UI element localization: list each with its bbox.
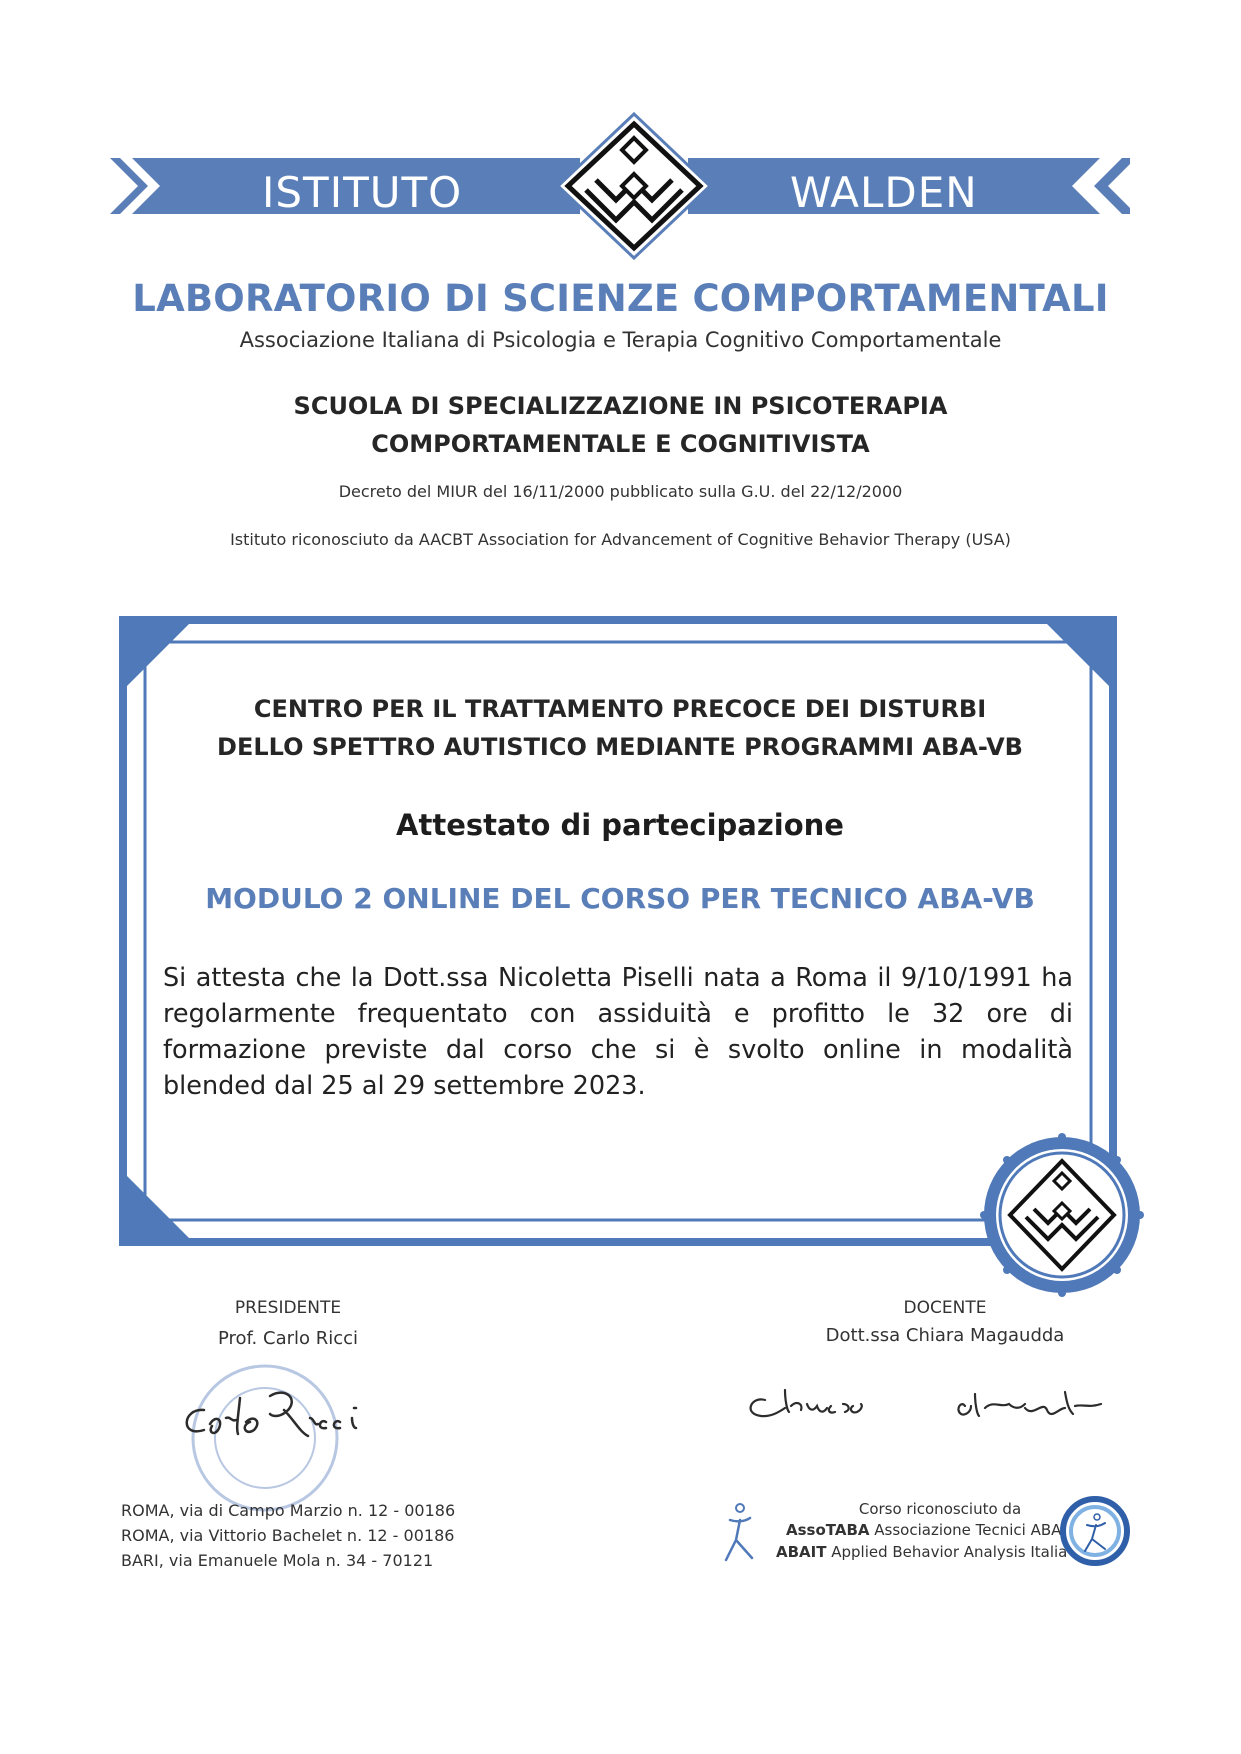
teacher-name: Dott.ssa Chiara Magaudda [825,1325,1065,1346]
assotaba-description: Associazione Tecnici ABA [869,1521,1062,1539]
centro-title-line-2: DELLO SPETTRO AUTISTICO MEDIANTE PROGRAMMI ABA-VB [217,733,1023,761]
address-line: BARI, via Emanuele Mola n. 34 - 70121 [121,1551,434,1570]
centro-title-line-1: CENTRO PER IL TRATTAMENTO PRECOCE DEI DISTURBI [253,695,987,723]
walden-seal-icon [980,1133,1144,1297]
assotaba-name: AssoTABA [786,1521,870,1539]
assotaba-figure-icon [718,1502,760,1562]
module-title: MODULO 2 ONLINE DEL CORSO PER TECNICO ABA-VB [205,882,1035,915]
abait-circle-logo-icon [1055,1495,1135,1567]
header-banner [110,110,1130,270]
school-title-line-2: COMPORTAMENTALE E COGNITIVISTA [371,430,870,458]
president-signature [170,1378,410,1458]
teacher-signature [735,1378,1135,1428]
abait-description: Applied Behavior Analysis Italia [826,1543,1068,1561]
abait-line [776,1543,1067,1561]
certificate-body: Si attesta che la Dott.ssa Nicoletta Piselli nata a Roma il 9/10/1991 ha regolarmente frequentato con assiduità e profitto le 32 ore di formazione previste dal corso che si è svolto online in modalità blended dal 25 al 29 settembre 2023. [163,963,1073,1101]
president-role: PRESIDENTE [234,1298,342,1318]
banner-right-word: WALDEN [790,168,978,217]
assotaba-line [786,1521,1061,1539]
teacher-role: DOCENTE [903,1298,987,1318]
abait-name: ABAIT [776,1543,827,1561]
school-title-line-1: SCUOLA DI SPECIALIZZAZIONE IN PSICOTERAPIA [293,392,948,420]
lab-title: LABORATORIO DI SCIENZE COMPORTAMENTALI [132,277,1109,320]
certificate-title: Attestato di partecipazione [396,808,844,842]
course-recognized-label: Corso riconosciuto da [858,1500,1022,1518]
address-line: ROMA, via Vittorio Bachelet n. 12 - 00186 [121,1526,455,1545]
association-subtitle: Associazione Italiana di Psicologia e Terapia Cognitivo Comportamentale [239,328,1002,352]
president-name: Prof. Carlo Ricci [217,1328,359,1349]
recognition-text: Istituto riconosciuto da AACBT Association for Advancement of Cognitive Behavior Therapy (USA) [230,530,1011,549]
address-line: ROMA, via di Campo Marzio n. 12 - 00186 [121,1501,456,1520]
walden-diamond-logo-icon [558,114,710,258]
banner-left-word: ISTITUTO [262,168,463,217]
decree-text: Decreto del MIUR del 16/11/2000 pubblicato sulla G.U. del 22/12/2000 [338,482,903,501]
